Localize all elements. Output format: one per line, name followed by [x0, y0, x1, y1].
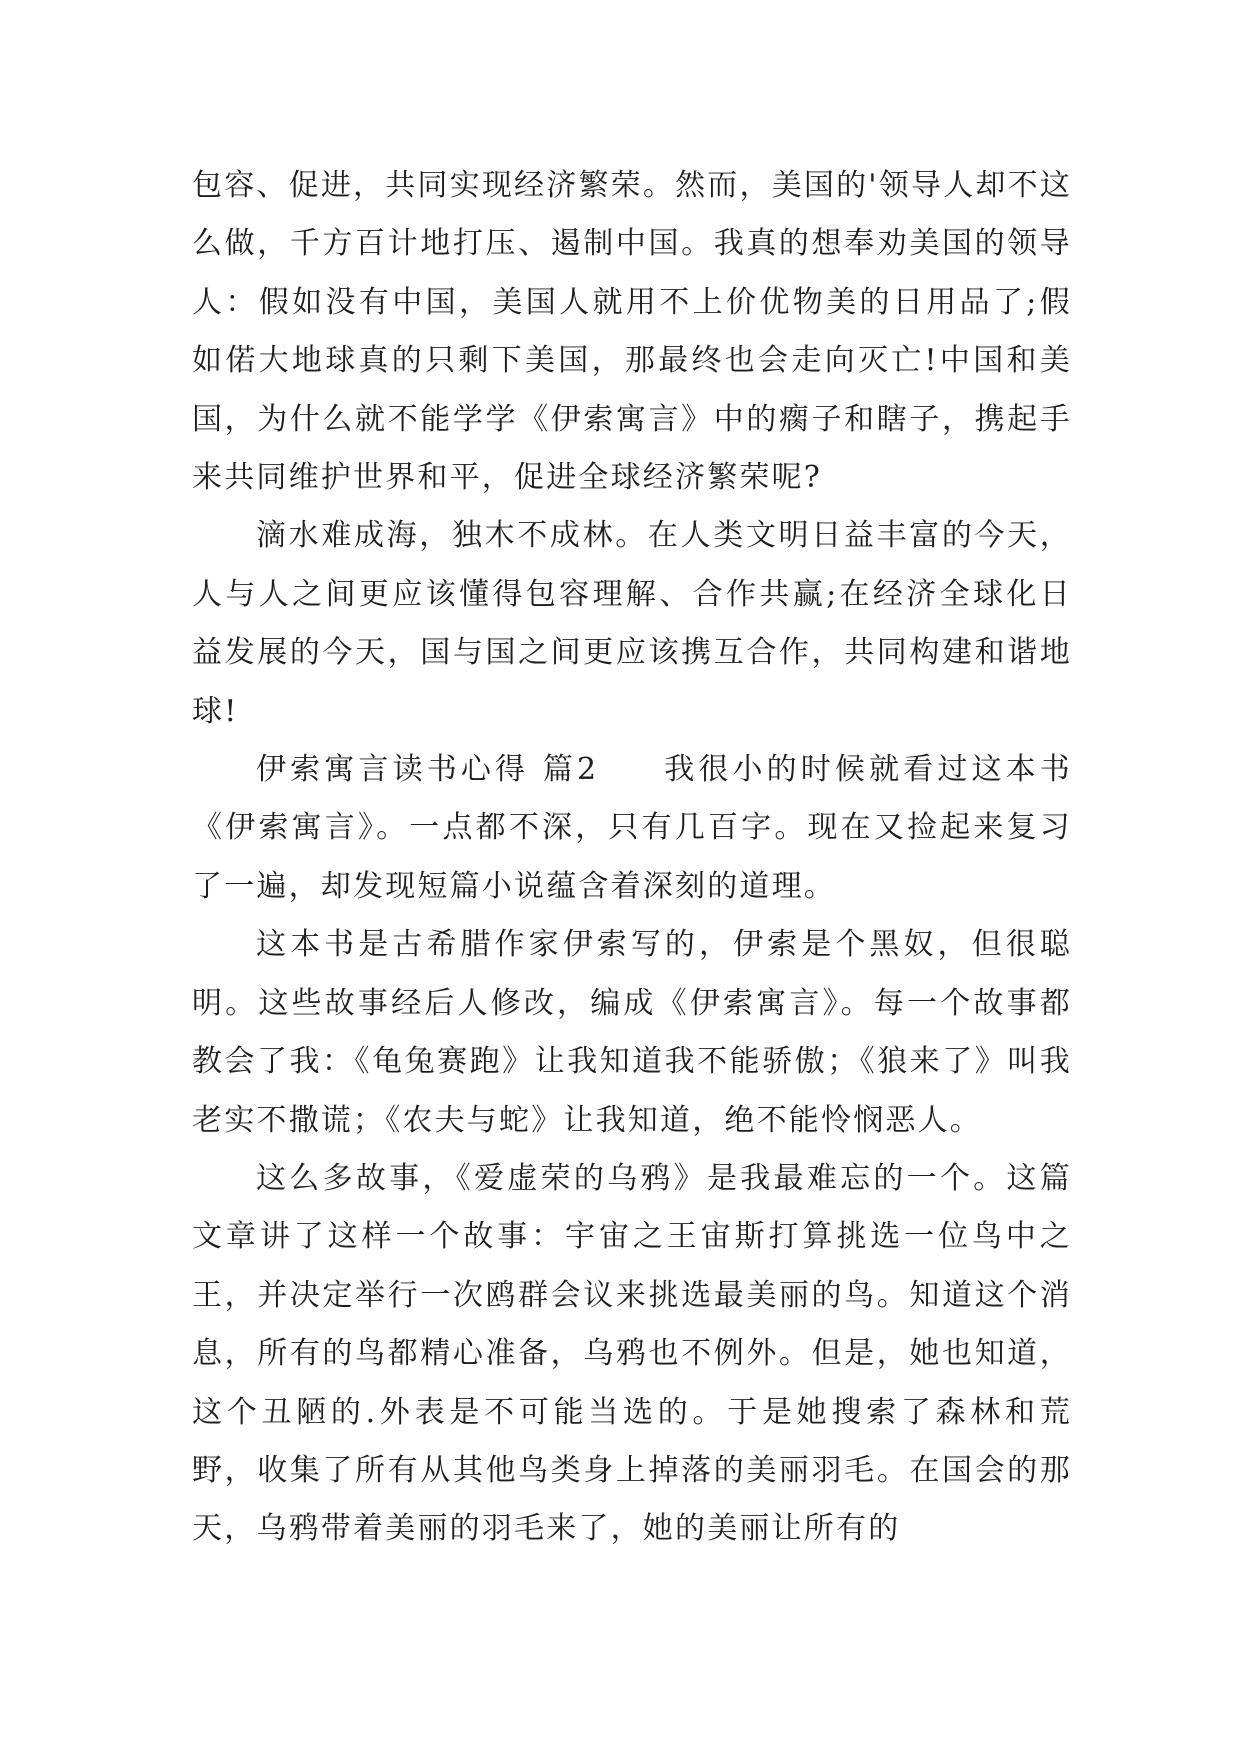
paragraph-vain-crow: 这么多故事，《爱虚荣的乌鸦》是我最难忘的一个。这篇文章讲了这样一个故事：宇宙之王宙斯打算挑选一位鸟中之王，并决定举行一次鸥群会议来挑选最美丽的鸟。知道这个消息，所有的鸟都精心准备，乌鸦也不例外。但是，她也知道，这个丑陋的.外表是不可能当选的。于是她搜索了森林和荒野，收集了所有从其他鸟类身上掉落的美丽羽毛。在国会的那天，乌鸦带着美丽的羽毛来了，她的美丽让所有的: [192, 1160, 1072, 1547]
paragraph-about-book: 这本书是古希腊作家伊索写的，伊索是个黑奴，但很聪明。这些故事经后人修改，编成《伊索寓言》。每一个故事都教会了我：《龟兔赛跑》让我知道我不能骄傲；《狼来了》叫我老实不撒谎；《农夫与蛇》让我知道，绝不能怜悯恶人。: [192, 927, 1072, 1138]
paragraph-conclusion: 滴水难成海，独木不成林。在人类文明日益丰富的今天，人与人之间更应该懂得包容理解、合作共赢;在经济全球化日益发展的今天，国与国之间更应该携互合作，共同构建和谐地球!: [192, 518, 1072, 729]
section-first-paragraph: 我很小的时候就看过这本书《伊索寓言》。一点都不深，只有几百字。现在又捡起来复习了一遍，却发现短篇小说蕴含着深刻的道理。: [192, 752, 1072, 904]
section-2-paragraph: [192, 741, 1072, 916]
paragraph-continuation: 包容、促进，共同实现经济繁荣。然而，美国的'领导人却不这么做，千方百计地打压、遏制中国。我真的想奉劝美国的领导人：假如没有中国，美国人就用不上价优物美的日用品了;假如偌大地球真的只剩下美国，那最终也会走向灭亡!中国和美国，为什么就不能学学《伊索寓言》中的瘸子和瞎子，携起手来共同维护世界和平，促进全球经济繁荣呢?: [192, 168, 1072, 496]
document-body: [192, 157, 1072, 1559]
section-heading: 伊索寓言读书心得 篇2: [256, 752, 599, 788]
